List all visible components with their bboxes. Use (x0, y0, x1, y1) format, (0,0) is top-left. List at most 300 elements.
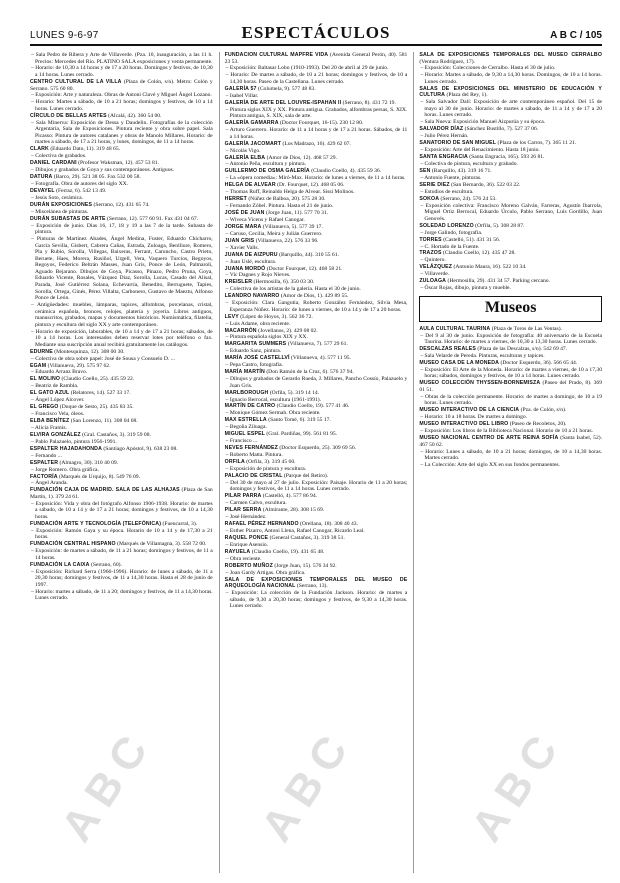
listing-text: (Jorge Juan, 15). 576 34 92. (274, 562, 337, 569)
listing-text: Obra reciente. (229, 555, 262, 562)
listing-text: (Alcalá, 42). 360 54 00. (108, 112, 162, 119)
venue-name: MARGARITA SUMMERS (224, 341, 287, 348)
venue-name: FUNDACIÓN CAJA DE MADRID. SALA DE LAS ALHAJAS (30, 487, 180, 494)
listing-text: (Marqués de Urquijo, 8). 549 76 09. (59, 473, 140, 480)
listing-entry (419, 168, 602, 175)
listing-text: Colectiva de obra sobre papel: José de Sousa y Consuelo D. ... (35, 355, 175, 362)
listing-text: (Orfila, 5). 319 14 14. (269, 389, 320, 396)
listing-text: (Plaza de Colón, s/n). Metro: Colón y Serrano. 575 60 80. (30, 78, 213, 92)
listing-text: Óscar Rojas, dibujo, pintura y mueble. (424, 285, 511, 292)
listing-text: (Orfila, 3). 319 45 60. (246, 458, 296, 465)
listing-text: Wiveca Vicens y Rafael Canogar. (229, 216, 305, 223)
listing-text: (Amor de Dios, 12). 468 57 29. (266, 154, 337, 161)
listing-detail (419, 394, 602, 407)
listing-text: (Gral. Castaños, 3). 319 59 08. (82, 431, 151, 438)
listing-detail (225, 107, 408, 120)
listing-entry (225, 445, 408, 452)
venue-name: RAFAEL PÉREZ HERNANDO (224, 521, 299, 528)
listing-entry (30, 487, 213, 500)
venue-name: DESCALZAS REALES (419, 346, 476, 353)
listing-entry (225, 100, 408, 107)
listing-detail (225, 286, 408, 293)
venue-name: LEANDRO NAVARRO (224, 293, 280, 300)
listing-text: Exposición de pintura y escultura. (229, 465, 307, 472)
listing-text: Alicia Framis. (34, 424, 67, 431)
venue-name: DEVAYEL (30, 188, 55, 195)
venue-name: MIGUEL ESPEL (224, 431, 266, 438)
venue-name: ORFILA (224, 458, 245, 465)
listing-entry (30, 404, 213, 411)
listing-text: (Montesquinza, 12). 308 00 30. (54, 348, 125, 355)
listing-detail (30, 65, 213, 78)
section-heading-museos: Museos (419, 296, 602, 322)
venue-name: TORRES (419, 236, 442, 243)
listing-detail (225, 570, 408, 577)
listing-entry (30, 216, 213, 223)
listing-detail (419, 257, 602, 264)
listing-entry (30, 521, 213, 528)
listing-entry (225, 210, 408, 217)
listing-text: Jorge Galindo, fotografía. (424, 229, 483, 236)
listing-entry (225, 52, 408, 65)
listing-text: Jorge Romero. Obra gráfica. (35, 466, 99, 473)
listing-text: (Ferraz, 6). 542 13 49. (56, 188, 107, 195)
listing-detail (30, 548, 213, 561)
listing-detail (30, 439, 213, 446)
listing-text: José Hernández. (229, 514, 267, 521)
issue-date: LUNES 9-6-97 (30, 30, 99, 41)
listing-entry (30, 363, 213, 370)
listing-text: Juan Uslé, escultura. (229, 258, 277, 265)
listing-text: (Almagro, 30). 310 40 09. (59, 459, 119, 466)
listing-text: (Doctor Fourquet, 12). 468 58 21. (266, 265, 343, 272)
venue-name: SOKOA (419, 195, 440, 202)
listing-text: Julio Pérez Hernán. (424, 133, 469, 140)
listing-detail (225, 528, 408, 535)
listing-entry (225, 507, 408, 514)
listing-text: Antonio Peña, escultura y pintura. (229, 161, 306, 168)
venue-name: EDURNE (30, 348, 53, 355)
listing-text: Ignacio Berrocal, escultura (1961-1991). (229, 396, 322, 403)
listing-detail (30, 167, 213, 174)
listing-text: Thomas Ruff, Reinaldo Helga de Alvear. Sissi Molinos. (229, 189, 355, 196)
listing-text: Exposición: El Arte de la Moneda. Horario: de martes a viernes, de 10 a 17,30 horas; sábados, domingos y festivos, de 10 a 14 horas. Lunes cerrado. (424, 366, 602, 380)
listing-text: (Santiago Apóstol, 9). 638 23 08. (103, 445, 178, 452)
section-title: ESPECTÁCULOS (241, 23, 391, 42)
listing-text: Sala Pedro de Ribera y Arte de Villaverde. (Pza. 10, inauguración, a las 11 h. Precios: Mercedes del Río. PLATINO SALA exposiciones y venta permanente. (35, 52, 213, 65)
listing-text: Beatriz de Rambla. (35, 383, 79, 390)
listing-text: (Santa Engracia, 165). 593 26 81. (469, 154, 545, 161)
listing-detail (30, 528, 213, 541)
listing-text: Pepa Castro, fotografía. (229, 362, 283, 369)
listing-entry (225, 431, 408, 438)
listing-detail (419, 353, 602, 360)
venue-name: SALAS DE EXPOSICIONES DEL MINISTERIO DE EDUCACIÓN Y CULTURA (419, 85, 603, 99)
listing-text: Begoña Ziluaga. (229, 424, 267, 431)
listing-text: Isabel Villar. (229, 92, 259, 99)
listing-detail (225, 480, 408, 493)
venue-name: DATURA (30, 174, 53, 181)
listing-text: (Gral. Pardiñas, 99). 561 81 95. (266, 431, 338, 438)
venue-name: PALACIO DE CRISTAL (224, 472, 283, 479)
listing-text: Miscelánea de pinturas. (35, 208, 89, 215)
venue-name: MUSEO COLECCIÓN THYSSEN-BORNEMISZA (419, 380, 541, 387)
listing-detail (225, 452, 408, 459)
listing-text: (Marqués de Villamagna, 3). 558 72 00. (117, 541, 207, 548)
listing-text: Esther Pizarro, Antoni Llena, Rafael Canogar, Ricardo Leal. (229, 527, 365, 534)
listing-detail (30, 120, 213, 146)
listing-text: (Plaza de Toros de Las Ventas). (491, 325, 562, 332)
listing-text: (Claudio Coello, 4). 435 59 36. (311, 168, 382, 175)
listing-text: (Barquillo, 44). 310 55 61. (279, 251, 339, 258)
listing-text: Eduardo Sanz, pintura. (229, 348, 282, 355)
listing-text: Horario: martes a sábado, de 11 a 20; domingos y festivos, de 11 a 14,30 horas. Lunes cerrado. (35, 588, 213, 602)
listing-text: Horario: 10 a 18 horas. De martes a domingo. (424, 414, 528, 421)
listing-entry (419, 223, 602, 230)
listing-entry (225, 355, 408, 362)
listing-detail (225, 217, 408, 224)
listing-text: Obras de la colección permanente. Horario: de martes a domingo, de 10 a 19 horas. Lunes cerrado. (424, 393, 603, 407)
listing-text: (López de Hoyos, 3). 562 36 72. (240, 313, 313, 320)
listing-entry (419, 421, 602, 428)
listing-text: La «ópera comedia»: Miró-Max. Horario: de lunes a viernes, de 11 a 14 horas. (229, 175, 406, 182)
venue-name: ESPALTER (30, 459, 59, 466)
listing-entry (225, 473, 408, 480)
listing-entry (419, 435, 602, 448)
venue-name: EL GREGO (30, 404, 59, 411)
venue-name: MARTÍN DE CATRO (224, 403, 276, 410)
venue-name: VELÁZQUEZ (419, 264, 453, 271)
listing-detail (30, 467, 213, 474)
venue-name: DANIEL CARDANI (30, 160, 77, 167)
listing-entry (225, 563, 408, 570)
venue-name: FUNDACIÓN LA CAIXA (30, 561, 90, 568)
listing-entry (419, 86, 602, 99)
listing-text: Vic Dagnes y Rojo Nieves. (229, 272, 291, 279)
listing-text: Pablo Palazuelo, pintura 1956-1991. (35, 438, 117, 445)
listing-text: (Serrano, 12). 577 60 91. Fax 431 04 67. (107, 215, 199, 222)
listing-text: (San Bernardo, 36). 522 03 22. (451, 181, 521, 188)
listing-detail (225, 590, 408, 610)
listing-detail (30, 383, 213, 390)
listing-text: Horario de exposición, laborables, de 10 a 14 y de 17 a 21 horas; sábados, de 10 a 14 horas. Los interesados deben reservar lotes por teléfono o fax. Mediante una suscripción anual recibirá gratuitamente los catálogos. (35, 328, 213, 348)
venue-name: ROBERTO MUÑOZ (224, 562, 273, 569)
listing-text: Carmen Calvo, escultura. (229, 500, 287, 507)
listing-detail (30, 501, 213, 521)
listing-detail (225, 161, 408, 168)
listing-text: (Plaza de San Martín, 1). 379 24 61. (30, 487, 213, 500)
listing-text: (Villanueva, 22). 576 33 96. (255, 237, 319, 244)
listing-entry (419, 237, 602, 244)
listing-text: Sala Minerva: Exposición de Dessa y Daudelin. Fotografías de la colección Argentaria, Sala de Exposiciones. Pintura reciente y obra sobre papel. Sala Picasso: Pintura de autores catalanes y obras de Manolo Millares. Horario: de martes a sábado, de 17 a 21 horas, y lunes, domingos, de 11 a 14 horas. (35, 119, 213, 146)
venue-name: FUNDACIÓN ARTE Y TECNOLOGÍA (TELEFÓNICA) (30, 520, 162, 527)
listing-text: (Santo Tomé, 6). 319 55 17. (268, 417, 331, 424)
listing-text: (Paseo del Prado, 8). 369 01 51. (419, 380, 603, 393)
listing-detail (30, 209, 213, 216)
venue-name: CENTRO CULTURAL DE LA VILLA (30, 78, 122, 85)
listing-text: Pinturas de Martínez Abades, Ángel Medina, Fuster, Eduardo Chicharro, García Sevilla, Gisbert, Cabrera Cañas, Estrada, Zuloaga, Benlliure, Romero, Pla y Rubio, Sorolla, Villegas, Baixeras, Ferrant, Caruncho, Castro Prieto, Beruete, Haes, Morera, Rusiñol, Urgell, Vera, Vaquero Turcios, Regoyos, Regoyos, Federico Beltrán Masses, Juan Gris, Ponce de León, Palmaroli, Aguado Bejarano. Dibujos de Goya, Picasso, Pinazo, Pedro Pruna, Goya, Eduardo Vicente, Rosales, Vázquez Díaz, Sorolla, Lucas, Casado del Alisal, Parada, José Gutiérrez Solana, Echevarría, Benedito, Berruguete, Tapies, Sorolla, Ortega, Ginés, Pérez Villalta, Carbonero, Gustavo de Maeztu, Alfonso Ponce de León. (35, 236, 213, 302)
listing-entry (30, 541, 213, 548)
listing-detail (419, 333, 602, 346)
listing-entry (225, 266, 408, 273)
listing-detail (419, 414, 602, 421)
listing-entry (419, 380, 602, 393)
venue-name: ESPALTER HAJADAHONDA (30, 445, 102, 452)
listing-detail (30, 569, 213, 589)
listing-text: Estudios de escultura. (424, 188, 474, 195)
listing-text: (Hermosilla, 6). 350 03 30. (253, 279, 315, 286)
listing-entry (419, 154, 602, 161)
listing-entry (225, 155, 408, 162)
column-1 (30, 52, 213, 873)
listing-text: (Los Madrazo, 16). 429 62 07. (282, 140, 351, 147)
listing-entry (225, 493, 408, 500)
venue-name: JORGE MARA (224, 223, 262, 230)
listing-text: (Hermosilla, 29). 431 34 57. Parking cercano. (447, 278, 550, 285)
listing-detail (30, 589, 213, 602)
listing-entry (225, 224, 408, 231)
listing-detail (225, 259, 408, 266)
listing-text: (Núñez de Balboa, 20). 575 28 30. (248, 196, 326, 203)
listing-text: (Plaza de las Descalzas, s/n). 542 69 47. (477, 346, 568, 353)
listing-entry (419, 52, 602, 65)
listing-text: Del 30 de mayo al 27 de julio. Exposición: Paisaje. Horario de 11 a 20 horas; domingos y festivos, de 11 a 14 horas. Lunes cerrado. (229, 479, 408, 493)
listing-detail (30, 153, 213, 160)
listing-text: (Villanueva, 7). 577 29 61. (287, 341, 348, 348)
listing-entry (225, 141, 408, 148)
listing-detail (30, 52, 213, 65)
listing-text: (Castelló, 4). 577 86 94. (262, 493, 318, 500)
listing-entry (419, 278, 602, 285)
listing-detail (419, 119, 602, 126)
watermark: ABC (461, 719, 573, 851)
listing-entry (419, 196, 602, 203)
listing-entry (30, 418, 213, 425)
listing-text: Quintero. (424, 257, 446, 264)
listing-text: (Plaza de los Carros, 7). 365 11 21. (497, 140, 577, 147)
listing-text: Exposición: Clara Gangutia, Roberto González Fernández, Silvia Mesa, Esperanza Núñez. Horario: de lunes a viernes, de 10 a 14 y de 17 a 20 horas. (229, 300, 408, 313)
listing-entry (225, 459, 408, 466)
listing-text: Horario: Martes a sábado, de 10 a 21 horas; domingos y festivos, de 10 a 14 horas. Lunes cerrado. (35, 99, 213, 112)
listing-text: Horario: De martes a sábado, de 10 a 21 horas; domingos y festivos, de 10 a 14,30 horas. Paseo de la Castellana. Lunes cerrado. (229, 72, 408, 85)
listing-entry (225, 341, 408, 348)
venue-name: EL MOLINO (30, 376, 61, 383)
listing-text: Antigüedades: muebles, lámparas, tapices, alfombras, porcelanas, cristal, cerámica española, bronces, relojes, platería y joyería. Libros antiguos, manuscritos, grabados, mapas y documentos históricos. Numismática, filatelia, pintura y escultura del siglo XX y arte contemporáneo. (35, 302, 213, 328)
listing-text: (San Lorenzo, 11). 308 04 68. (70, 418, 138, 425)
venue-name: ELVIRA GONZÁLEZ (30, 431, 81, 438)
listing-detail (30, 397, 213, 404)
listing-text: Jesús Soto, cerámica. (35, 194, 84, 201)
listing-text: Pintura siglos XIX y XX. Pintura antigua. Grabados, alfombras persas, S. XIX. Pintura antigua, S. XIX, sala de arte. (229, 106, 408, 120)
venue-name: ELBA BENÍTEZ (30, 418, 70, 425)
listing-entry (225, 168, 408, 175)
venue-name: SANTA ENGRACIA (419, 154, 468, 161)
listing-text: (Relatores, 14). 527 33 17. (70, 390, 131, 397)
listing-text: Exposición: Arte y naturaleza. Obras de Antoni Clavé y Miguel Ángel Lozano. (35, 92, 212, 99)
listing-text: Exposición: Ramón Gaya y su época. Horario de 10 a 14 y de 17,30 a 21 horas. (35, 527, 213, 541)
listing-text: (Claudio Coello, 19). 577 41 46. (276, 403, 350, 410)
listing-detail (225, 272, 408, 279)
listing-text: Exposición: Arte del Renacimiento. Hasta 18 junio. (424, 147, 540, 154)
venue-name: GALERÍA GAMARRA (224, 120, 279, 127)
listing-text: (Antonio Maura, 16). 522 10 34. (453, 264, 527, 271)
listing-entry (30, 174, 213, 181)
listing-text: (Duque de Sesto, 25). 435 83 35. (59, 404, 134, 411)
listing-detail (225, 424, 408, 431)
listing-detail (419, 271, 602, 278)
listing-entry (225, 86, 408, 93)
listing-detail (419, 203, 602, 223)
venue-name: MUSEO INTERACTIVO DEL LIBRO (419, 421, 509, 428)
listing-text: Roberto Matta. Pintura. (229, 452, 283, 459)
venue-name: SERIE DIEZ (419, 181, 450, 188)
listing-detail (225, 321, 408, 328)
listing-text: Sala Velarde de Pereda. Pinturas, esculturas y tapices. (424, 353, 545, 360)
listing-entry (30, 446, 213, 453)
listing-entry (225, 549, 408, 556)
listing-detail (225, 72, 408, 85)
listing-detail (30, 99, 213, 112)
listing-detail (225, 127, 408, 140)
listing-text: (Serrano, 12). 431 65 74. (93, 201, 150, 208)
listing-text: Colectiva de grabados. (35, 153, 87, 160)
listing-detail (419, 428, 602, 435)
listing-text: (Pza. de Colón, s/n). (520, 407, 567, 414)
listing-text: Horario: de 10,30 a 14 horas y de 17 a 20 horas. Domingos y festivos, de 10,30 a 14 horas. Lunes cerrado. (35, 65, 213, 79)
listing-entry (30, 188, 213, 195)
listing-entry (30, 349, 213, 356)
listing-text: Exposición: Richard Serra (1966-1996). Horario: de lunes a sábado, de 11 a 20,30 horas; domingos y festivos, de 11 a 14,30 horas. Hasta el 28 de junio de 1997. (35, 568, 213, 588)
listing-detail (225, 556, 408, 563)
listing-text: Dibujos y grabados de Gerardo Rueda, J. Millares, Pancho Cossío, Palazuelo y Juan Gris. (229, 376, 408, 389)
listing-entry (225, 417, 408, 424)
listing-text: Exposición: de martes a sábado, de 11 a 21 horas; domingos y festivos, de 11 a 14 horas. (35, 548, 213, 561)
venue-name: SANATORIO DE SAN MIGUEL (419, 140, 497, 147)
venue-name: GALERÍA ELBA (224, 154, 266, 161)
listing-detail (225, 203, 408, 210)
listing-text: Fotografía. Obra de autores del siglo XX. (35, 181, 129, 188)
listing-text: Exposición de junio. Días 16, 17, 18 y 19 a las 7 de la tarde. Subasta de pintura. (35, 222, 213, 236)
listing-detail (225, 300, 408, 313)
listing-entry (30, 160, 213, 167)
venue-name: FUNDACIÓN CULTURAL MAPFRE VIDA (224, 52, 329, 58)
listing-text: (Castelló, 51). 431 31 56. (443, 236, 501, 243)
listing-text: Francisco Vela, óleos. (35, 411, 85, 418)
listing-entry (419, 326, 602, 333)
listing-entry (30, 562, 213, 569)
venue-name: MAX ESTRELLA (224, 417, 267, 424)
listing-detail (30, 411, 213, 418)
listing-detail (419, 449, 602, 462)
listing-text: (Barco, 29). 521 38 05. Fax 532 00 58. (53, 174, 141, 181)
column-3 (413, 52, 602, 873)
venue-name: NEVES FERNÁNDEZ (224, 445, 278, 452)
listing-entry (419, 140, 602, 147)
listing-detail (419, 99, 602, 119)
listing-text: Francisco ... (229, 438, 258, 445)
listing-detail (225, 189, 408, 196)
page-number: A B C / 105 (550, 30, 602, 41)
venue-name: KREISLER (224, 279, 253, 286)
listing-text: (Serrano, 8). 431 72 19. (342, 99, 396, 106)
watermark: ABC (51, 719, 163, 851)
venue-name: ZULOAGA (419, 278, 447, 285)
venue-name: DURÁN SUBASTAS DE ARTE (30, 215, 106, 222)
venue-name: GALERÍA 57 (224, 85, 257, 92)
listing-text: Dibujos y grabados de Goya y sus contemporáneos. Antiguos. (35, 167, 175, 174)
venue-name: MUSEO NACIONAL CENTRO DE ARTE REINA SOFÍA (419, 435, 559, 442)
listing-text: (Doctor Fourquet, 16-15). 230 12 80. (280, 120, 364, 127)
listing-text: Horario: Martes a sábado, de 9,30 a 14,30 horas. Domingos, de 10 a 14 horas. Lunes cerrado. (424, 72, 602, 85)
watermark: ABC (251, 719, 363, 851)
listing-entry (225, 577, 408, 590)
listing-detail (419, 367, 602, 380)
venue-name: AULA CULTURAL TAURINA (419, 325, 491, 332)
venue-name: HELGA DE ALVEAR (224, 182, 276, 189)
listing-text: (Jorge Juan, 11). 577 70 31. (265, 210, 329, 216)
column-2 (219, 52, 408, 873)
listing-text: (Barquillo, 43). 319 16 71. (431, 167, 492, 174)
listing-detail (225, 542, 408, 549)
listing-entry (30, 202, 213, 209)
listing-text: Ángel Aranda. (35, 480, 68, 487)
listing-entry (30, 146, 213, 153)
venue-name: DURÁN EXPOSICIONES (30, 201, 93, 208)
venue-name: GALERÍA DE ARTE DEL LOUVRE-ISPAHAN II (224, 99, 342, 106)
venue-name: EL GATO AZUL (30, 390, 70, 397)
venue-name: FACTORÍA (30, 473, 58, 480)
listing-detail (419, 147, 602, 154)
listing-text: Exposición: Colecciones de Cerralbo. Hasta el 30 de julio. (424, 65, 556, 72)
listing-detail (225, 500, 408, 507)
listing-text: Fernando Zóbel. Pintura. Hasta el 21 de junio. (229, 203, 334, 210)
listing-text: (Villanueva, 4). 577 11 95. (291, 355, 351, 362)
listing-text: (Amor de Dios, 1). 429 89 55. (280, 293, 349, 300)
venue-name: SALA DE EXPOSICIONES TEMPORALES DEL MUSEO CERRALBO (419, 52, 603, 58)
listing-entry (225, 328, 408, 335)
listing-entry (225, 390, 408, 397)
venue-name: FUNDACIÓN CENTRAL HISPANO (30, 541, 116, 548)
listing-text: (Claudio Coello, 12). 435 47 28. (442, 250, 516, 257)
listing-text: (Serrano, 24). 576 24 53. (440, 195, 497, 202)
listing-detail (225, 148, 408, 155)
listing-detail (225, 466, 408, 473)
listing-detail (225, 514, 408, 521)
listing-text: (General Castaños, 3). 319 38 51. (269, 534, 345, 541)
venue-name: MARLBOROUGH (224, 389, 269, 396)
listing-text: (Villanueva, 29). 575 97 62. (47, 362, 111, 369)
listing-text: Ángel López Alcover. (35, 397, 85, 404)
venue-name: SEN (419, 167, 431, 174)
listing-text: Arturo Guerrero. Horario: de 11 a 14 horas y de 17 a 21 horas. Sábados, de 11 a 14 horas. (229, 127, 408, 140)
listing-text: (Jovellanos, 2). 429 08 02. (258, 327, 318, 334)
listing-entry (225, 293, 408, 300)
listing-entry (225, 252, 408, 259)
listing-entry (225, 120, 408, 127)
listing-detail (225, 175, 408, 182)
listing-text: Exposición: La colección de la Fundación Jackson. Horario: de martes a sábado, de 9,30 a 20,30 horas; domingos y festivos, de 9,30 a 14,30 horas. Lunes cerrado. (229, 590, 408, 610)
listing-text: La Colección: Arte del siglo XX en sus fondos permanentes. (424, 462, 561, 469)
venue-name: JUAN GRIS (224, 237, 255, 244)
listing-text: (Orellana, 18). 308 40 43. (300, 521, 358, 528)
listing-text: Del 9 al 30 de junio. Exposición de fotografía: 40 aniversario de la Escuela Taurina. Horario: de martes a viernes, de 10,30 a 13,30 horas. Lunes cerrado. (424, 332, 603, 346)
listing-detail (419, 65, 602, 72)
listing-entry (225, 238, 408, 245)
listing-detail (419, 230, 602, 237)
listing-text: (Santa Isabel, 52). 467 50 62. (419, 435, 603, 448)
listing-text: (Claudio Coello, 25). 435 59 22. (61, 376, 135, 383)
listing-text: (Avenida General Perón, 40). 581 23 53. (224, 52, 408, 65)
